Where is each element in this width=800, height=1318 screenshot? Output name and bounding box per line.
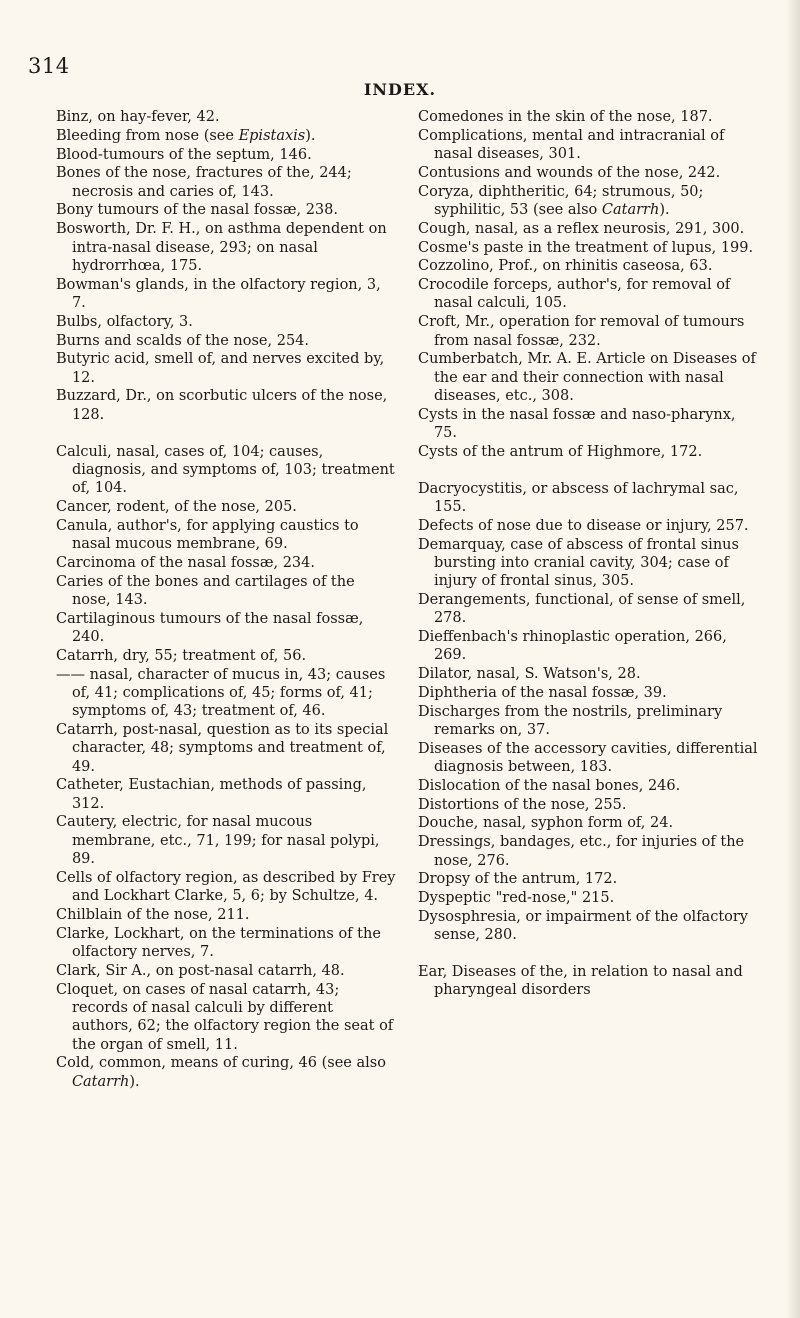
index-entry-text: Comedones in the skin of the nose, 187. bbox=[418, 109, 713, 125]
index-entry-text: Dieffenbach's rhinoplastic operation, 266, 269. bbox=[418, 629, 727, 664]
index-entry-text: Cozzolino, Prof., on rhinitis caseosa, 63. bbox=[418, 258, 713, 275]
index-entry-text: Ear, Diseases of the, in relation to nasal and pharyngeal disorders bbox=[418, 964, 743, 999]
index-entry-text: Diseases of the accessory cavities, differential diagnosis between, 183. bbox=[418, 740, 758, 776]
index-entry-text: Contusions and wounds of the nose, 242. bbox=[418, 164, 721, 181]
index-entry-text: Derangements, functional, of sense of smell, 278. bbox=[418, 591, 746, 627]
index-entry bbox=[418, 183, 763, 220]
index-column-left bbox=[56, 108, 396, 1091]
index-entry-text: Diphtheria of the nasal fossæ, 39. bbox=[418, 684, 667, 701]
index-entry-text: Cells of olfactory region, as described by Frey and Lockhart Clarke, 5, 6; by Schultze, 4. bbox=[56, 869, 396, 905]
index-entry-text: Canula, author's, for applying caustics to nasal mucous membrane, 69. bbox=[56, 517, 359, 553]
index-entry-text: Clarke, Lockhart, on the terminations of the olfactory nerves, 7. bbox=[56, 925, 381, 961]
index-entry bbox=[418, 908, 763, 945]
index-entry-text: Cold, common, means of curing, 46 (see also bbox=[56, 1055, 386, 1072]
index-entry bbox=[418, 127, 763, 164]
index-entry bbox=[418, 777, 763, 795]
index-entry-text: Douche, nasal, syphon form of, 24. bbox=[418, 815, 674, 832]
index-entry bbox=[418, 684, 763, 702]
index-entry-text: Blood-tumours of the septum, 146. bbox=[56, 146, 312, 163]
index-entry bbox=[418, 591, 763, 628]
index-entry-text: Crocodile forceps, author's, for removal of nasal calculi, 105. bbox=[418, 277, 731, 312]
page-number: 314 bbox=[28, 54, 70, 78]
index-entry-text: Clark, Sir A., on post-nasal catarrh, 48. bbox=[56, 962, 345, 979]
index-entry bbox=[418, 536, 763, 591]
index-entry-text: Croft, Mr., operation for removal of tumours from nasal fossæ, 232. bbox=[418, 314, 745, 349]
index-entry bbox=[418, 276, 763, 313]
index-entry bbox=[418, 796, 763, 814]
index-entry bbox=[56, 127, 396, 145]
index-entry bbox=[56, 554, 396, 572]
index-entry-text: Defects of nose due to disease or injury, 257. bbox=[418, 517, 749, 534]
index-entry-crossref: Catarrh bbox=[71, 1073, 130, 1090]
index-entry bbox=[418, 350, 763, 405]
index-entry-text: Cough, nasal, as a reflex neurosis, 291, 300. bbox=[418, 220, 745, 237]
index-entry-text: Cysts in the nasal fossæ and naso-pharynx, 75. bbox=[418, 406, 736, 442]
index-entry-text: Bosworth, Dr. F. H., on asthma dependent on intra-nasal disease, 293; on nasal hydrorrhœa, 175. bbox=[56, 221, 387, 274]
index-entry-text: Cartilaginous tumours of the nasal fossæ, 240. bbox=[56, 610, 364, 646]
index-entry bbox=[418, 517, 763, 535]
index-entry bbox=[56, 869, 396, 906]
index-entry bbox=[56, 387, 396, 424]
index-entry-text: Complications, mental and intracranial of nasal diseases, 301. bbox=[418, 127, 725, 163]
index-entry bbox=[56, 108, 396, 126]
index-entry-text: Bones of the nose, fractures of the, 244; necrosis and caries of, 143. bbox=[56, 165, 352, 200]
letter-section-gap bbox=[56, 425, 396, 443]
index-entry bbox=[56, 517, 396, 554]
index-entry-text: Catarrh, post-nasal, question as to its special character, 48; symptoms and treatment of, 49. bbox=[56, 722, 389, 775]
index-entry-text: Dacryocystitis, or abscess of lachrymal sac, 155. bbox=[418, 480, 739, 515]
index-entry bbox=[418, 628, 763, 665]
index-entry bbox=[418, 740, 763, 777]
index-entry bbox=[56, 906, 396, 924]
index-entry-text: Demarquay, case of abscess of frontal sinus bursting into cranial cavity, 304; case of injury of frontal sinus, 305. bbox=[418, 536, 739, 590]
index-entry-text: Buzzard, Dr., on scorbutic ulcers of the nose, 128. bbox=[56, 388, 388, 423]
index-entry-crossref: Catarrh bbox=[601, 201, 660, 218]
index-entry bbox=[418, 665, 763, 683]
index-entry-text: Cancer, rodent, of the nose, 205. bbox=[56, 498, 297, 515]
index-entry-text: Cosme's paste in the treatment of lupus, 199. bbox=[418, 239, 754, 256]
index-entry-text: Catarrh, dry, 55; treatment of, 56. bbox=[56, 647, 307, 664]
index-entry bbox=[56, 666, 396, 721]
letter-section-gap bbox=[418, 462, 763, 480]
index-entry-text: Bowman's glands, in the olfactory region, 3, 7. bbox=[56, 276, 381, 311]
index-entry bbox=[56, 925, 396, 962]
index-entry-text: Binz, on hay-fever, 42. bbox=[56, 109, 220, 125]
index-entry-suffix: ). bbox=[659, 201, 670, 218]
index-entry bbox=[418, 443, 763, 461]
index-entry-text: Discharges from the nostrils, preliminary remarks on, 37. bbox=[418, 703, 723, 738]
index-entry bbox=[56, 313, 396, 331]
index-entry bbox=[56, 201, 396, 219]
index-entry-text: Calculi, nasal, cases of, 104; causes, diagnosis, and symptoms of, 103; treatment of, 104. bbox=[56, 443, 395, 497]
index-entry bbox=[56, 813, 396, 868]
index-entry bbox=[418, 108, 763, 126]
index-entry bbox=[418, 814, 763, 832]
running-head: INDEX. bbox=[363, 80, 437, 99]
index-entry-text: Chilblain of the nose, 211. bbox=[56, 906, 250, 923]
page-edge-shadow bbox=[786, 0, 800, 1318]
index-entry-text: Dysosphresia, or impairment of the olfactory sense, 280. bbox=[418, 908, 749, 944]
index-entry-text: Caries of the bones and cartilages of the nose, 143. bbox=[56, 573, 355, 608]
index-entry bbox=[56, 443, 396, 498]
index-entry-crossref: Epistaxis bbox=[238, 127, 306, 144]
index-entry bbox=[418, 220, 763, 238]
index-entry bbox=[56, 776, 396, 813]
index-entry-text: Coryza, diphtheritic, 64; strumous, 50; syphilitic, 53 (see also bbox=[418, 183, 704, 218]
index-entry-text: Cumberbatch, Mr. A. E. Article on Diseases of the ear and their connection with nasal diseases, etc., 308. bbox=[418, 351, 756, 404]
index-entry bbox=[418, 164, 763, 182]
index-entry bbox=[56, 962, 396, 980]
index-entry-text: Dropsy of the antrum, 172. bbox=[418, 871, 618, 888]
index-entry bbox=[56, 332, 396, 350]
index-entry bbox=[56, 610, 396, 647]
index-entry-text: Cloquet, on cases of nasal catarrh, 43; records of nasal calculi by different authors, 62; the olfactory region the seat of the organ of smell, 11. bbox=[56, 981, 394, 1053]
index-entry bbox=[418, 313, 763, 350]
index-entry-text: Cysts of the antrum of Highmore, 172. bbox=[418, 443, 703, 460]
index-entry-suffix: ). bbox=[129, 1073, 140, 1090]
index-entry bbox=[418, 963, 763, 1000]
index-entry bbox=[56, 573, 396, 610]
index-entry-text: Dislocation of the nasal bones, 246. bbox=[418, 777, 681, 794]
index-entry bbox=[56, 1054, 396, 1091]
index-entry bbox=[56, 981, 396, 1054]
index-entry bbox=[418, 833, 763, 870]
index-entry bbox=[56, 721, 396, 776]
index-entry bbox=[418, 480, 763, 517]
index-entry bbox=[56, 498, 396, 516]
index-entry bbox=[56, 350, 396, 387]
index-entry bbox=[418, 239, 763, 257]
index-entry-text: Dressings, bandages, etc., for injuries of the nose, 276. bbox=[418, 834, 745, 869]
index-column-right bbox=[418, 108, 763, 1000]
index-entry-text: Cautery, electric, for nasal mucous membrane, etc., 71, 199; for nasal polypi, 89. bbox=[56, 814, 380, 868]
letter-section-gap bbox=[418, 945, 763, 963]
index-entry-text: Catheter, Eustachian, methods of passing, 312. bbox=[56, 777, 367, 812]
index-entry-text: —— nasal, character of mucus in, 43; causes of, 41; complications of, 45; forms of, 41; symptoms of, 43; treatment of, 46. bbox=[56, 666, 386, 720]
index-entry-text: Burns and scalds of the nose, 254. bbox=[56, 332, 310, 349]
index-entry-text: Dyspeptic "red-nose," 215. bbox=[418, 890, 615, 907]
index-entry bbox=[56, 647, 396, 665]
index-entry-suffix: ). bbox=[305, 127, 316, 144]
index-entry bbox=[418, 703, 763, 740]
index-entry bbox=[56, 276, 396, 313]
index-entry bbox=[418, 257, 763, 275]
index-entry-text: Bulbs, olfactory, 3. bbox=[56, 313, 193, 330]
index-entry-text: Bleeding from nose (see bbox=[56, 127, 239, 144]
index-entry-text: Carcinoma of the nasal fossæ, 234. bbox=[56, 554, 315, 571]
index-entry bbox=[418, 870, 763, 888]
index-entry bbox=[56, 146, 396, 164]
index-entry bbox=[56, 164, 396, 201]
index-entry bbox=[418, 889, 763, 907]
index-entry bbox=[56, 220, 396, 275]
index-entry bbox=[418, 406, 763, 443]
index-entry-text: Distortions of the nose, 255. bbox=[418, 796, 627, 813]
index-entry-text: Butyric acid, smell of, and nerves excited by, 12. bbox=[56, 351, 385, 386]
index-entry-text: Bony tumours of the nasal fossæ, 238. bbox=[56, 202, 338, 219]
index-entry-text: Dilator, nasal, S. Watson's, 28. bbox=[418, 666, 641, 683]
